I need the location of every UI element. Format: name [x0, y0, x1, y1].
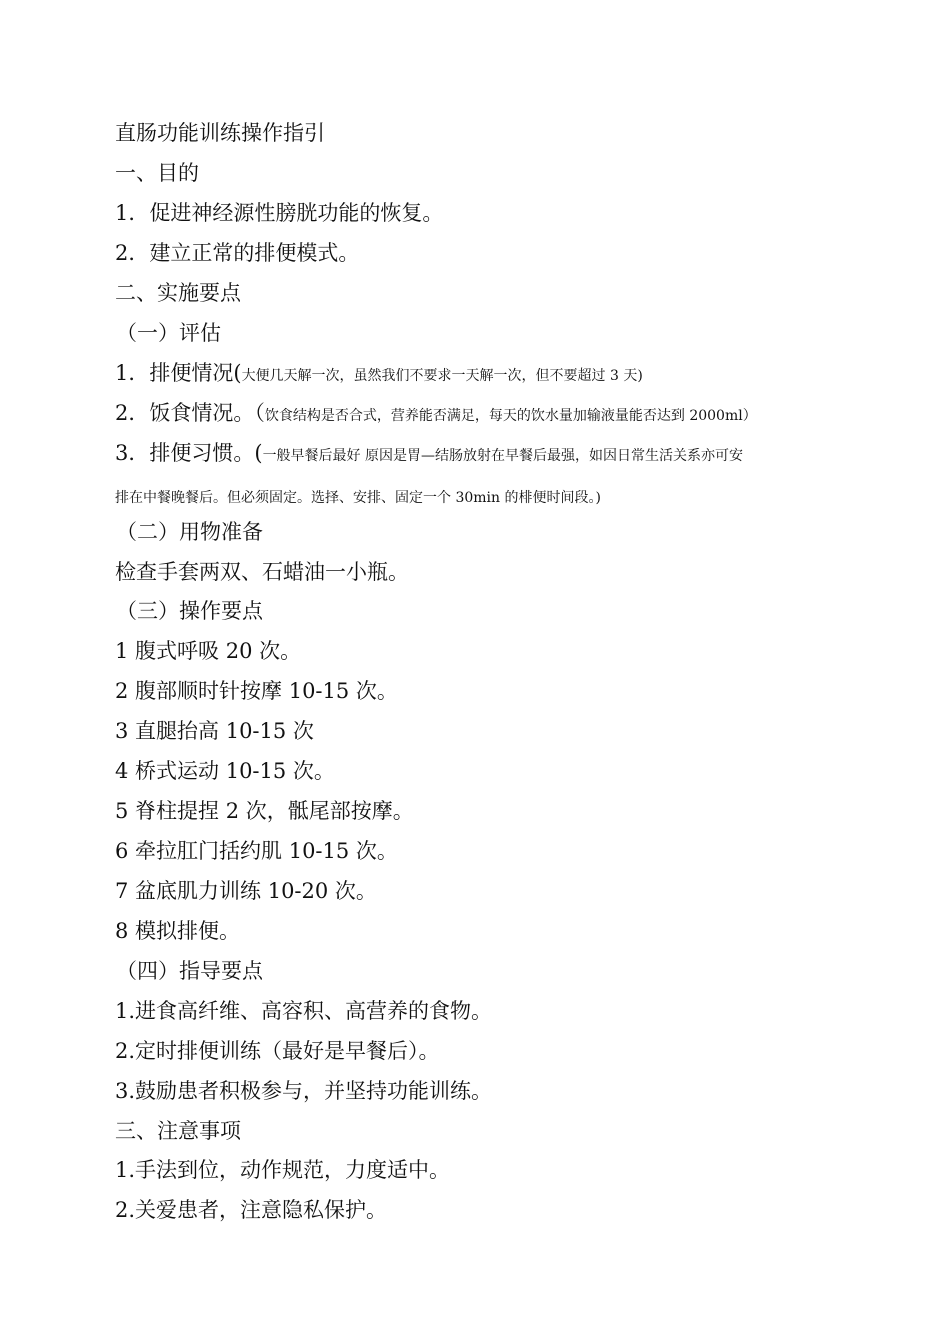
assessment-item-note: 大便几天解一次，虽然我们不要求一天解一次，但不要超过 3 天) — [241, 368, 643, 384]
purpose-item: 2．建立正常的排便模式。 — [115, 241, 360, 265]
procedure-step: 8 模拟排便。 — [115, 919, 241, 943]
assessment-item-note-continued: 排在中餐晚餐后。但必须固定。选择、安排、固定一个 30min 的棑便时间段。) — [115, 490, 601, 506]
assessment-item-main: 2．饭食情况。（ — [115, 401, 265, 425]
section-heading-precautions: 三、注意事项 — [115, 1119, 241, 1143]
assessment-item-note: 一般早餐后最好 原因是胃—结肠放射在早餐后最强，如因日常生活关系亦可安 — [262, 448, 744, 464]
guidance-item: 2.定时排便训练（最好是早餐后）。 — [115, 1039, 440, 1063]
guidance-item: 1.进食高纤维、高容积、高营养的食物。 — [115, 999, 493, 1023]
procedure-step: 6 牵拉肛门括约肌 10-15 次。 — [115, 839, 398, 863]
assessment-item — [115, 359, 643, 390]
subsection-heading-procedure: （三）操作要点 — [116, 599, 263, 623]
section-heading-implementation: 二、实施要点 — [115, 281, 241, 305]
guidance-item: 3.鼓励患者积极参与，并坚持功能训练。 — [115, 1079, 493, 1103]
precaution-item: 2.关爱患者，注意隐私保护。 — [115, 1198, 388, 1222]
procedure-step: 2 腹部顺时针按摩 10-15 次。 — [115, 679, 398, 703]
assessment-item-main: 1．排便情况( — [115, 361, 242, 385]
purpose-item: 1．促进神经源性膀胱功能的恢复。 — [115, 201, 444, 225]
procedure-step: 5 脊柱提捏 2 次，骶尾部按摩。 — [115, 799, 414, 823]
section-heading-purpose: 一、目的 — [115, 161, 199, 185]
procedure-step: 4 桥式运动 10-15 次。 — [115, 759, 335, 783]
subsection-heading-assessment: （一）评估 — [116, 321, 221, 345]
procedure-step: 1 腹式呼吸 20 次。 — [115, 639, 302, 663]
assessment-item — [115, 439, 743, 470]
subsection-heading-guidance: （四）指导要点 — [116, 959, 263, 983]
assessment-item-note: 饮食结构是否合式，营养能否满足，每天的饮水量加输液量能否达到 2000ml） — [264, 408, 757, 424]
supplies-text: 检查手套两双、石蜡油一小瓶。 — [115, 560, 409, 584]
procedure-step: 3 直腿抬高 10-15 次 — [115, 719, 314, 743]
assessment-item-main: 3．排便习惯。( — [115, 441, 263, 465]
subsection-heading-supplies: （二）用物准备 — [116, 520, 263, 544]
procedure-step: 7 盆底肌力训练 10-20 次。 — [115, 879, 377, 903]
precaution-item: 1.手法到位，动作规范，力度适中。 — [115, 1158, 451, 1182]
document-title: 直肠功能训练操作指引 — [115, 121, 325, 145]
assessment-item — [115, 399, 757, 430]
